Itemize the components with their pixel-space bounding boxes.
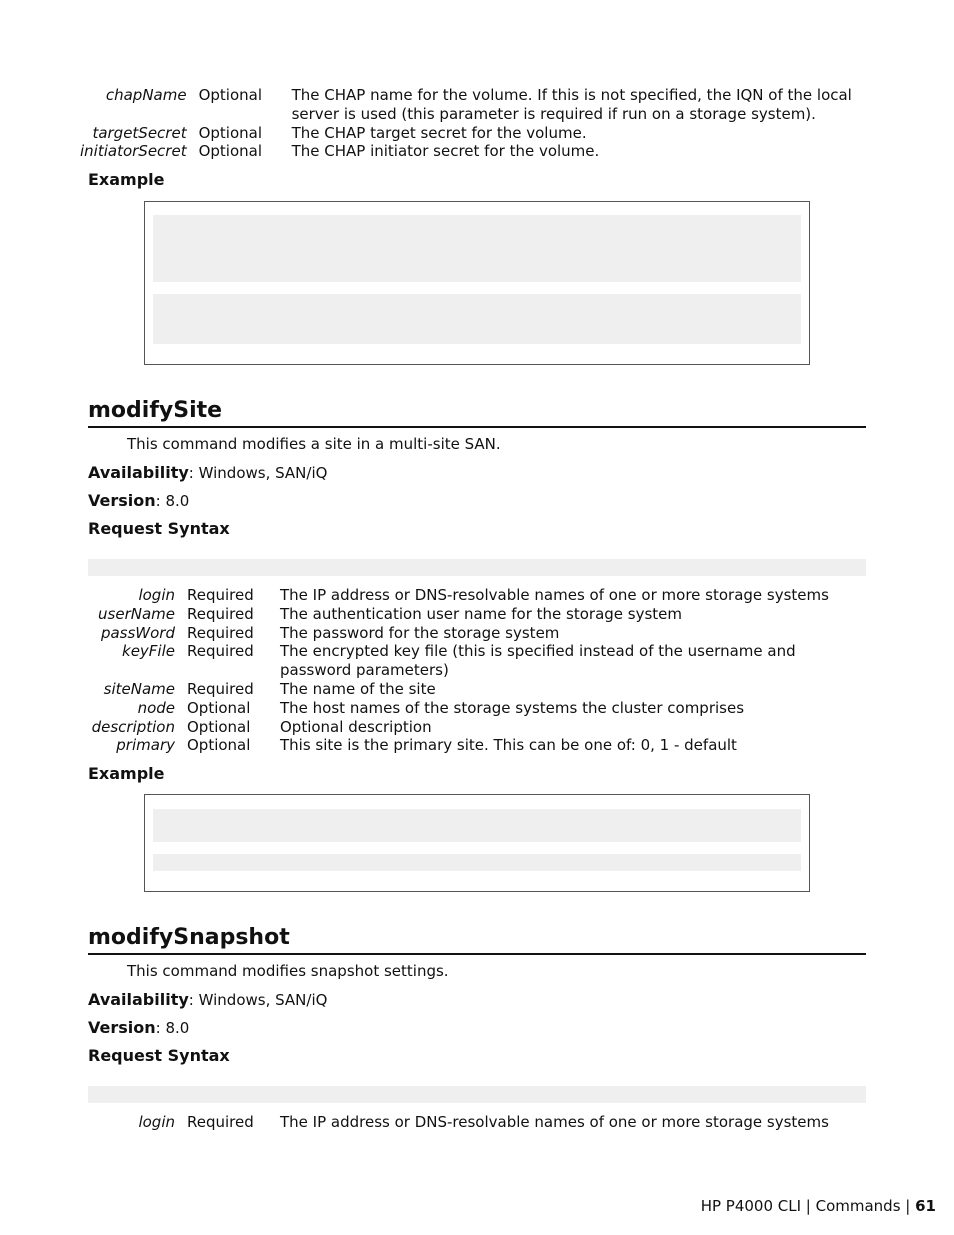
param-requirement: Optional [187, 717, 251, 736]
param-requirement: Optional [198, 86, 263, 104]
param-description: The IP address or DNS-resolvable names of one or more storage systems [280, 1113, 829, 1131]
param-requirement: Required [187, 623, 254, 642]
modifysnapshot-param-table [80, 1113, 860, 1132]
version-label: Version [88, 491, 156, 510]
availability-label: Availability [88, 990, 189, 1009]
request-syntax-label: Request Syntax [88, 1046, 230, 1065]
param-row [80, 86, 860, 124]
param-name: passWord [100, 623, 175, 642]
param-description: The CHAP initiator secret for the volume. [291, 142, 600, 161]
param-requirement: Optional [198, 123, 263, 142]
param-name: keyFile [122, 642, 175, 661]
code-block [153, 294, 801, 344]
param-name: siteName [103, 679, 175, 698]
param-row [80, 642, 860, 680]
version-line [88, 1018, 189, 1037]
example-code-box [144, 794, 810, 892]
availability-line [88, 990, 327, 1009]
page-number: 61 [915, 1197, 936, 1215]
example-code-box [144, 201, 810, 365]
param-row [80, 718, 860, 737]
example-label: Example [88, 764, 165, 783]
param-description: The CHAP target secret for the volume. [291, 123, 587, 142]
param-requirement: Optional [187, 736, 251, 755]
param-description: Optional description [280, 717, 432, 736]
param-description: The CHAP name for the volume. If this is not specified, the IQN of the local server is used (this parameter is required if run on a storage system). [291, 86, 852, 123]
param-row [80, 586, 860, 605]
param-requirement: Required [187, 642, 254, 661]
version-value: : 8.0 [155, 1019, 190, 1037]
param-requirement: Optional [198, 142, 263, 161]
example-label: Example [88, 170, 165, 189]
section-heading-modifysite: modifySite [88, 397, 866, 428]
code-block [153, 215, 801, 282]
param-requirement: Required [187, 1113, 254, 1131]
param-row [80, 624, 860, 643]
request-syntax-label: Request Syntax [88, 519, 230, 538]
param-description: This site is the primary site. This can be one of: 0, 1 - default [280, 736, 737, 755]
param-requirement: Required [187, 604, 254, 623]
param-name: userName [98, 604, 175, 623]
param-row [80, 142, 860, 161]
param-description: The IP address or DNS-resolvable names of one or more storage systems [280, 586, 829, 604]
param-row [80, 605, 860, 624]
code-block [153, 809, 801, 842]
param-name: login [138, 586, 175, 604]
version-value: : 8.0 [155, 492, 190, 510]
param-name: primary [116, 736, 175, 755]
param-description: The password for the storage system [280, 623, 560, 642]
param-name: node [137, 698, 175, 717]
param-requirement: Required [187, 679, 254, 698]
request-syntax-code-block [88, 1086, 866, 1103]
top-param-table [80, 86, 860, 161]
page-footer [701, 1197, 936, 1215]
param-row [80, 680, 860, 699]
code-block [153, 854, 801, 871]
param-name: chapName [105, 86, 187, 104]
version-line [88, 491, 189, 510]
availability-label: Availability [88, 463, 189, 482]
availability-value: : Windows, SAN/iQ [188, 464, 328, 482]
param-description: The host names of the storage systems the cluster comprises [280, 698, 745, 717]
param-row [80, 1113, 860, 1132]
availability-value: : Windows, SAN/iQ [188, 991, 328, 1009]
param-row [80, 699, 860, 718]
param-name: initiatorSecret [80, 142, 187, 161]
param-name: login [138, 1113, 175, 1131]
param-requirement: Optional [187, 698, 251, 717]
param-description: The encrypted key file (this is specified instead of the username and password parameters) [280, 642, 796, 680]
param-description: The authentication user name for the storage system [280, 604, 683, 623]
footer-text: HP P4000 CLI | Commands | [700, 1197, 911, 1215]
modifysite-param-table [80, 586, 860, 755]
availability-line [88, 463, 327, 482]
request-syntax-code-block [88, 559, 866, 576]
param-row [80, 736, 860, 755]
version-label: Version [88, 1018, 156, 1037]
section-description: This command modifies a site in a multi-site SAN. [127, 435, 501, 453]
param-name: targetSecret [92, 123, 187, 142]
param-name: description [91, 717, 175, 736]
param-description: The name of the site [280, 679, 436, 698]
section-heading-modifysnapshot: modifySnapshot [88, 924, 866, 955]
param-requirement: Required [187, 586, 254, 604]
param-row [80, 124, 860, 143]
section-description: This command modifies snapshot settings. [127, 962, 449, 980]
